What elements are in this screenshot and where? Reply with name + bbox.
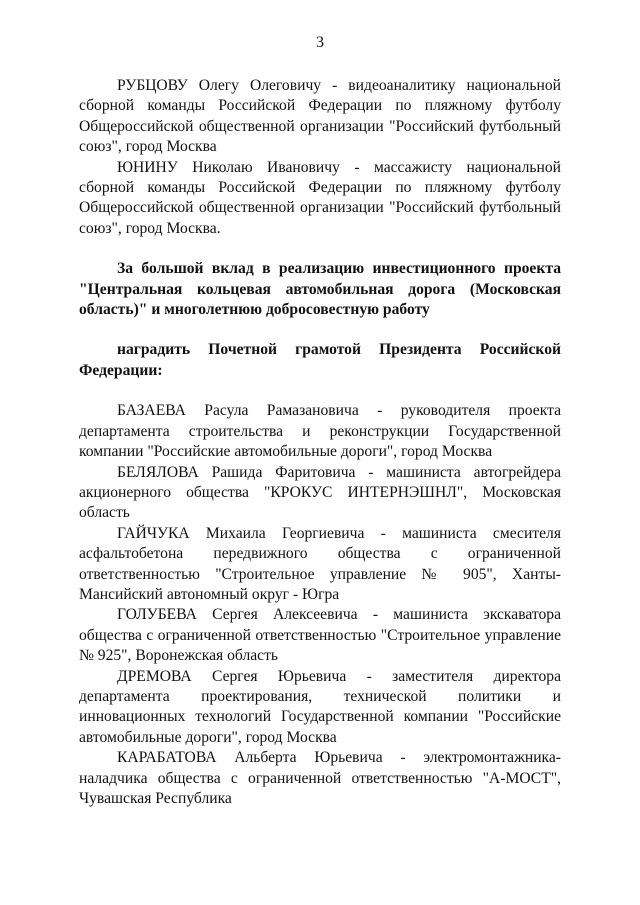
- page-number: 3: [316, 34, 324, 51]
- awardee-paragraph: БАЗАЕВА Расула Рамазановича - руководителя проекта департамента строительства и реконструкции Государственной компании "Российские автомобильные дороги", город Москва: [79, 402, 561, 461]
- awardee-paragraph: ЮНИНУ Николаю Ивановичу - массажисту национальной сборной команды Российской Федерации по пляжному футболу Общероссийской общественной организации "Российский футбольный союз", город Москва.: [79, 158, 561, 237]
- awardee-paragraph: РУБЦОВУ Олегу Олеговичу - видеоаналитику национальной сборной команды Российской Федерации по пляжному футболу Общероссийской общественной организации "Российский футбольный союз", город Москва: [79, 77, 561, 156]
- awardee-paragraph: ДРЕМОВА Сергея Юрьевича - заместителя директора департамента проектирования, технической политики и инновационных технологий Государственной компании "Российские автомобильные дороги", город Москва: [79, 667, 561, 746]
- awardee-paragraph: БЕЛЯЛОВА Рашида Фаритовича - машиниста автогрейдера акционерного общества "КРОКУС ИНТЕРНЭШНЛ", Московская область: [79, 463, 561, 522]
- document-body: [79, 76, 561, 809]
- award-statement: наградить Почетной грамотой Президента Российской Федерации:: [79, 341, 561, 379]
- spacer: [79, 239, 561, 259]
- awardee-paragraph: КАРАБАТОВА Альберта Юрьевича - электромонтажника-наладчика общества с ограниченной ответственностью "А-МОСТ", Чувашская Республика: [79, 749, 561, 807]
- awardee-paragraph: ГОЛУБЕВА Сергея Алексеевича - машиниста экскаватора общества с ограниченной ответственностью "Строительное управление № 925", Воронежская область: [79, 606, 561, 665]
- spacer: [79, 381, 561, 401]
- awardee-paragraph: ГАЙЧУКА Михаила Георгиевича - машиниста смесителя асфальтобетона передвижного общества с ограниченной ответственностью "Строительное управление № 905", Ханты-Мансийский автономный округ - Югра: [79, 524, 561, 603]
- spacer: [79, 320, 561, 340]
- merit-statement: За большой вклад в реализацию инвестиционного проекта "Центральная кольцевая автомобильная дорога (Московская область)" и многолетнюю добросовестную работу: [79, 260, 561, 319]
